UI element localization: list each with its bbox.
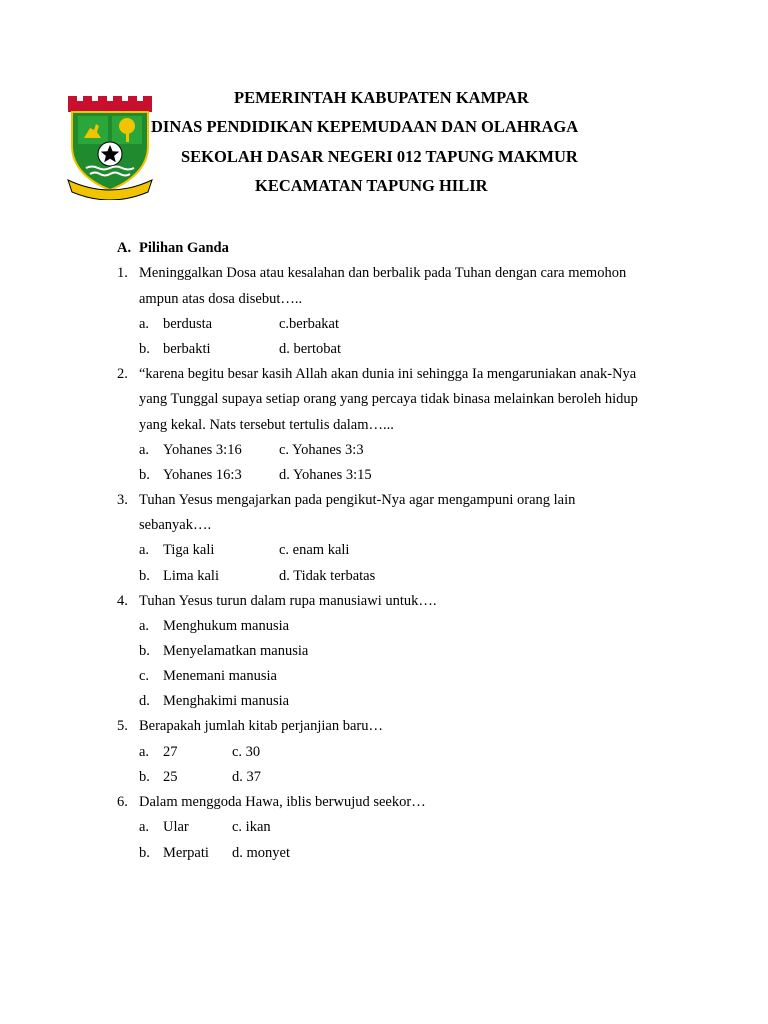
option-text: Yohanes 16:3 [163,467,242,483]
question-text: “karena begitu besar kasih Allah akan dunia ini sehingga Ia mengaruniakan anak-Nya [139,366,637,382]
header-line-2: DINAS PENDIDIKAN KEPEMUDAAN DAN OLAHRAGA [151,117,579,136]
question-text: Tuhan Yesus mengajarkan pada pengikut-Nya agar mengampuni orang lain [139,492,576,508]
option-text: Menyelamatkan manusia [163,643,309,659]
option-letter: a. [139,744,150,760]
option-text: berbakti [163,341,211,357]
question-text: Berapakah jumlah kitab perjanjian baru… [139,718,383,734]
question-number: 6. [117,794,128,810]
question-text: ampun atas dosa disebut….. [139,291,303,307]
option-text: Tiga kali [163,542,215,558]
option-letter: b. [139,845,150,861]
section-title: Pilihan Ganda [139,240,229,256]
option-text: d. monyet [232,845,290,861]
question-text: yang kekal. Nats tersebut tertulis dalam…... [139,417,394,433]
option-text: 27 [163,744,178,760]
question-text: Tuhan Yesus turun dalam rupa manusiawi untuk…. [139,593,437,609]
option-text: c. enam kali [279,542,350,558]
question-number: 4. [117,593,128,609]
option-text: Lima kali [163,568,219,584]
option-text: c.berbakat [279,316,339,332]
option-text: d. Yohanes 3:15 [279,467,372,483]
question-number: 2. [117,366,128,382]
question-number: 5. [117,718,128,734]
question-text: Dalam menggoda Hawa, iblis berwujud seekor… [139,794,426,810]
option-text: berdusta [163,316,213,332]
section-marker: A. [117,240,132,256]
option-letter: b. [139,467,150,483]
option-letter: d. [139,693,150,709]
option-text: Menemani manusia [163,668,277,684]
option-letter: b. [139,769,150,785]
option-text: Merpati [163,845,209,861]
option-letter: a. [139,542,150,558]
option-letter: a. [139,442,150,458]
option-text: Menghukum manusia [163,618,290,634]
option-text: 25 [163,769,178,785]
question-text: sebanyak…. [139,517,212,533]
option-text: c. ikan [232,819,271,835]
option-text: d. bertobat [279,341,342,357]
option-text: Ular [163,819,189,835]
header-line-4: KECAMATAN TAPUNG HILIR [255,176,488,195]
question-text: yang Tunggal supaya setiap orang yang percaya tidak binasa melainkan beroleh hidup [139,391,638,407]
option-text: c. Yohanes 3:3 [279,442,364,458]
option-letter: c. [139,668,150,684]
option-letter: a. [139,618,150,634]
option-letter: a. [139,316,150,332]
option-text: c. 30 [232,744,261,760]
option-letter: b. [139,643,150,659]
option-text: Yohanes 3:16 [163,442,242,458]
question-text: Meninggalkan Dosa atau kesalahan dan berbalik pada Tuhan dengan cara memohon [139,265,627,281]
question-number: 3. [117,492,128,508]
option-letter: b. [139,341,150,357]
header-line-3: SEKOLAH DASAR NEGERI 012 TAPUNG MAKMUR [181,147,578,166]
question-number: 1. [117,265,128,281]
option-letter: a. [139,819,150,835]
option-letter: b. [139,568,150,584]
kabupaten-kampar-logo-icon [66,94,154,200]
option-text: d. 37 [232,769,261,785]
option-text: d. Tidak terbatas [279,568,376,584]
header-line-1: PEMERINTAH KABUPATEN KAMPAR [234,88,529,107]
option-text: Menghakimi manusia [163,693,290,709]
